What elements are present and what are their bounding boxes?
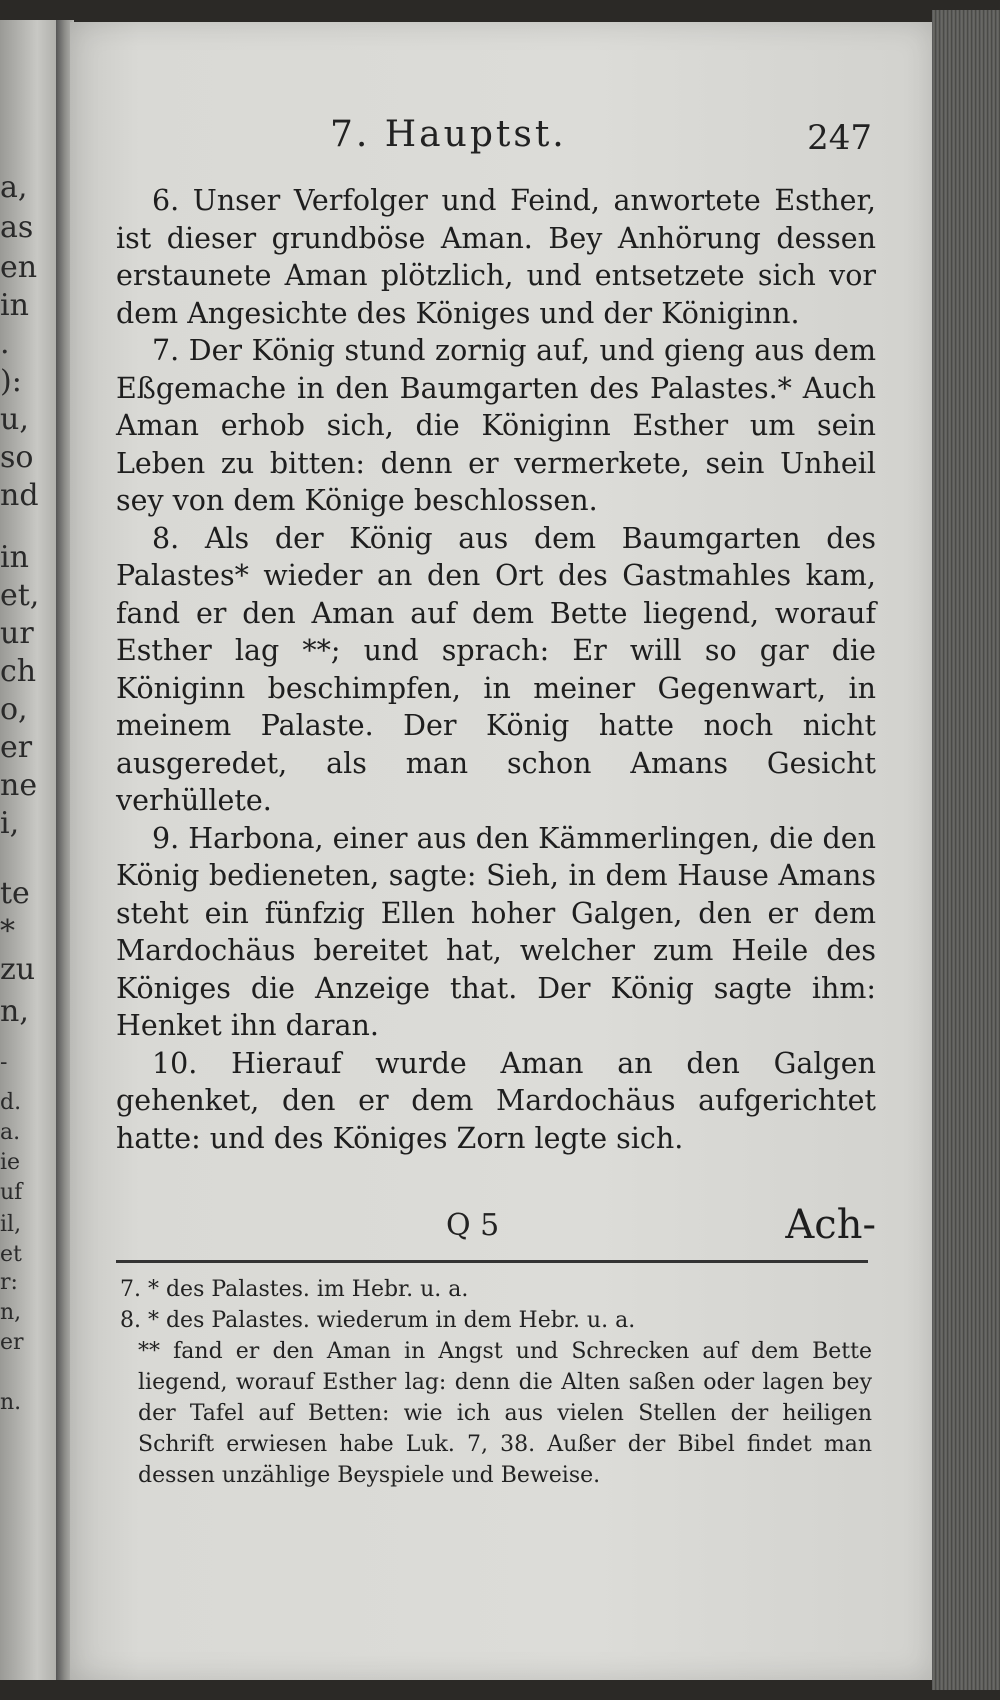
book-page <box>70 22 932 1680</box>
facing-page-fragment: a. <box>0 1120 21 1145</box>
facing-page-fragment: ne <box>0 768 38 803</box>
facing-page-fragment: nd <box>0 478 39 513</box>
page-number: 247 <box>807 118 872 158</box>
printer-signature: Q 5 <box>446 1208 500 1243</box>
body-text <box>116 182 876 1157</box>
facing-page-fragment: et <box>0 1242 22 1267</box>
page-header <box>70 114 932 164</box>
facing-page-fragment: ): <box>0 364 22 399</box>
signature-row <box>116 1202 876 1262</box>
facing-page-fragment: ch <box>0 654 37 689</box>
facing-page-fragment: ie <box>0 1150 21 1175</box>
facing-page-fragment: ur <box>0 616 34 651</box>
facing-page-fragment: d. <box>0 1090 22 1115</box>
facing-page-fragment: so <box>0 440 34 475</box>
facing-page-fragment: n. <box>0 1390 22 1415</box>
facing-page-fragment: in <box>0 288 29 323</box>
footnotes <box>120 1274 872 1491</box>
facing-page-fragment: uf <box>0 1180 23 1205</box>
facing-page-fragment: a, <box>0 170 28 205</box>
facing-page-fragment: u, <box>0 402 29 437</box>
facing-page-fragment: . <box>0 326 10 361</box>
facing-page-fragment: i, <box>0 806 20 841</box>
facing-page-fragment: r: <box>0 1270 18 1295</box>
facing-page-fragment: er <box>0 730 33 765</box>
verse-10: 10. Hierauf wurde Aman an den Galgen gehenket, den er dem Mardochäus aufgerichtet hatte: und des Königes Zorn legte sich. <box>116 1046 876 1155</box>
page-block-edge <box>932 10 1000 1690</box>
footnote-7: 7. * des Palastes. im Hebr. u. a. <box>120 1277 469 1302</box>
facing-page-edge <box>0 20 62 1680</box>
facing-page-fragment: er <box>0 1330 24 1355</box>
running-head: 7. Hauptst. <box>330 114 567 155</box>
verse-7: 7. Der König stund zornig auf, und gieng aus dem Eßgemache in den Baumgarten des Palastes.* Auch Aman erhob sich, die Königinn Esther um sein Leben zu bitten: denn er vermerkete, sein Unheil sey von dem Könige beschlossen. <box>116 334 876 517</box>
facing-page-fragment: o, <box>0 692 28 727</box>
footnote-rule <box>116 1260 868 1263</box>
facing-page-fragment: as <box>0 210 34 245</box>
footnote-8: 8. * des Palastes. wiederum in dem Hebr. u. a. <box>120 1308 636 1333</box>
facing-page-fragment: zu <box>0 952 36 987</box>
facing-page-fragment: - <box>0 1050 8 1075</box>
verse-6: 6. Unser Verfolger und Feind, anwortete Esther, ist dieser grundböse Aman. Bey Anhörung dessen erstaunete Aman plötzlich, und entsetzete sich vor dem Angesichte des Königes und der Königinn. <box>116 184 876 330</box>
footnote-8-double-star: ** fand er den Aman in Angst und Schrecken auf dem Bette liegend, worauf Esther lag: denn die Alten saßen oder lagen bey der Tafel auf Betten: wie ich aus vielen Stellen der heiligen Schrift erwiesen habe Luk. 7, 38. Außer der Bibel findet man dessen unzählige Beyspiele und Beweise. <box>138 1339 872 1488</box>
facing-page-fragment: en <box>0 250 38 285</box>
facing-page-fragment: n, <box>0 994 29 1029</box>
verse-8: 8. Als der König aus dem Baumgarten des Palastes* wieder an den Ort des Gastmahles kam, fand er den Aman auf dem Bette liegend, worauf Esther lag **; und sprach: Er will so gar die Königinn beschimpfen, in meiner Gegenwart, in meinem Palaste. Der König hatte noch nicht ausgeredet, als man schon Amans Gesicht verhüllete. <box>116 521 876 817</box>
facing-page-fragment: in <box>0 540 29 575</box>
verse-9: 9. Harbona, einer aus den Kämmerlingen, die den König bedieneten, sagte: Sieh, in dem Hause Amans steht ein fünfzig Ellen hoher Galgen, den er dem Mardochäus bereitet hat, welcher zum Heile des Königes die Anzeige that. Der König sagte ihm: Henket ihn daran. <box>116 821 876 1042</box>
catchword: Ach- <box>785 1202 876 1248</box>
facing-page-fragment: n, <box>0 1300 22 1325</box>
facing-page-fragment: il, <box>0 1212 22 1237</box>
facing-page-fragment: te <box>0 876 30 911</box>
facing-page-fragment: * <box>0 914 15 949</box>
facing-page-fragment: et, <box>0 578 40 613</box>
